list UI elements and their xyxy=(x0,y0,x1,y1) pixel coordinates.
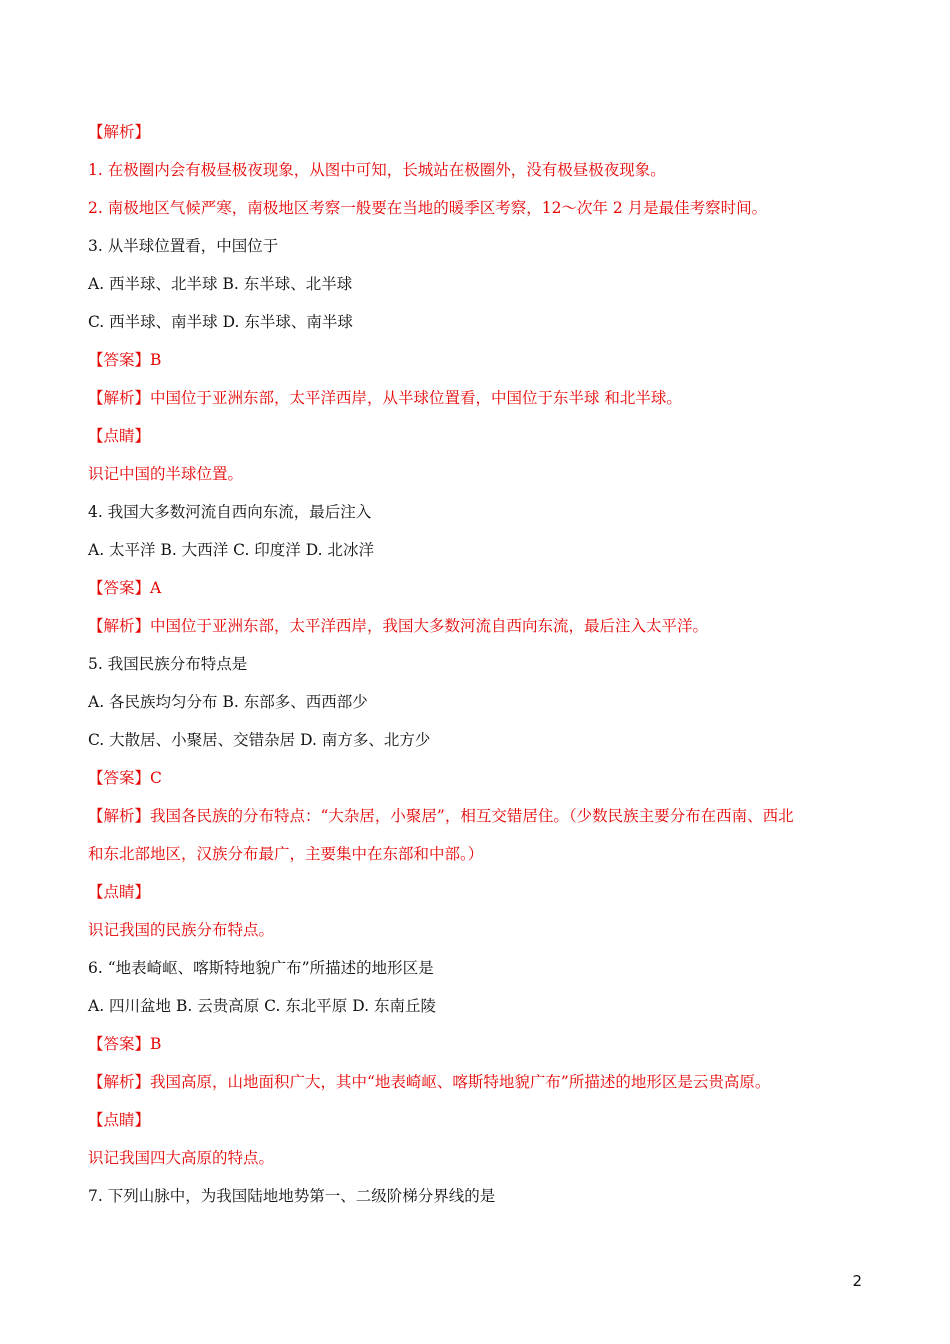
question-4: 4. 我国大多数河流自西向东流，最后注入 xyxy=(88,503,372,521)
question-3: 3. 从半球位置看，中国位于 xyxy=(88,237,279,255)
page-number: 2 xyxy=(852,1272,862,1290)
answer-6: 【答案】B xyxy=(88,1035,162,1053)
tip-heading-6: 【点睛】 xyxy=(88,1111,151,1129)
tip-5: 识记我国的民族分布特点。 xyxy=(88,921,275,939)
analysis-item-2: 2. 南极地区气候严寒，南极地区考察一般要在当地的暖季区考察，12～次年 2 月是最佳考察时间。 xyxy=(88,199,768,217)
analysis-6: 【解析】我国高原，山地面积广大，其中“地表崎岖、喀斯特地貌广布”所描述的地形区是云贵高原。 xyxy=(88,1073,771,1091)
analysis-4: 【解析】中国位于亚洲东部，太平洋西岸，我国大多数河流自西向东流，最后注入太平洋。 xyxy=(88,617,709,635)
question-7: 7. 下列山脉中，为我国陆地地势第一、二级阶梯分界线的是 xyxy=(88,1187,496,1205)
analysis-5-line-2: 和东北部地区，汉族分布最广，主要集中在东部和中部。） xyxy=(88,845,484,863)
question-5-options-cd: C. 大散居、小聚居、交错杂居 D. 南方多、北方少 xyxy=(88,731,431,749)
question-3-options-ab: A. 西半球、北半球 B. 东半球、北半球 xyxy=(88,275,353,293)
question-6: 6. “地表崎岖、喀斯特地貌广布”所描述的地形区是 xyxy=(88,959,434,977)
answer-3: 【答案】B xyxy=(88,351,162,369)
analysis-5-line-1: 【解析】我国各民族的分布特点：“大杂居，小聚居”，相互交错居住。（少数民族主要分布在西南、西北 xyxy=(88,807,794,825)
analysis-heading-1: 【解析】 xyxy=(88,123,151,141)
question-4-options: A. 太平洋 B. 大西洋 C. 印度洋 D. 北冰洋 xyxy=(88,541,374,559)
tip-heading-5: 【点睛】 xyxy=(88,883,151,901)
tip-6: 识记我国四大高原的特点。 xyxy=(88,1149,275,1167)
question-5-options-ab: A. 各民族均匀分布 B. 东部多、西西部少 xyxy=(88,693,368,711)
question-5: 5. 我国民族分布特点是 xyxy=(88,655,248,673)
question-6-options: A. 四川盆地 B. 云贵高原 C. 东北平原 D. 东南丘陵 xyxy=(88,997,436,1015)
analysis-3: 【解析】中国位于亚洲东部，太平洋西岸，从半球位置看，中国位于东半球 和北半球。 xyxy=(88,389,682,407)
answer-4: 【答案】A xyxy=(88,579,162,597)
tip-heading-3: 【点睛】 xyxy=(88,427,151,445)
tip-3: 识记中国的半球位置。 xyxy=(88,465,244,483)
question-3-options-cd: C. 西半球、南半球 D. 东半球、南半球 xyxy=(88,313,353,331)
analysis-item-1: 1. 在极圈内会有极昼极夜现象，从图中可知，长城站在极圈外，没有极昼极夜现象。 xyxy=(88,161,666,179)
answer-5: 【答案】C xyxy=(88,769,162,787)
